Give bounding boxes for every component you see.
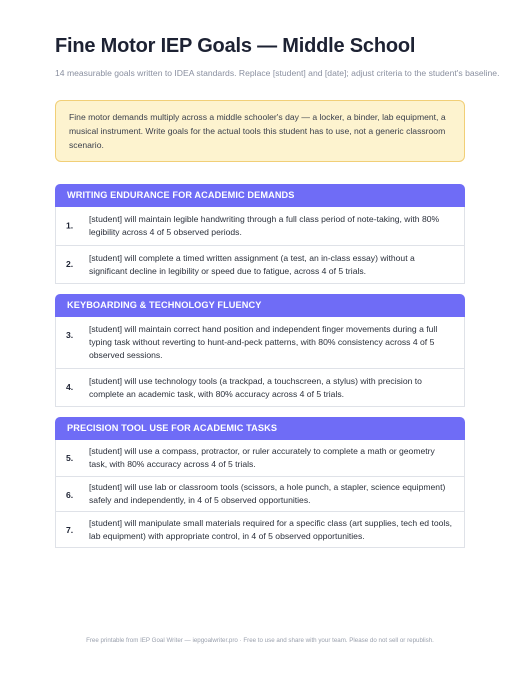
goal-item	[55, 477, 465, 512]
goal-item	[55, 440, 465, 477]
page-footer: Free printable from IEP Goal Writer — iepgoalwriter.pro · Free to use and share with your team. Please do not sell or republish.	[86, 637, 434, 644]
goal-number: 5.	[66, 453, 74, 463]
section-writing-endurance	[55, 184, 465, 284]
goal-number: 3.	[66, 330, 74, 340]
goal-number: 7.	[66, 525, 74, 535]
goal-item	[55, 207, 465, 246]
goal-item	[55, 512, 465, 548]
section-heading: KEYBOARDING & TECHNOLOGY FLUENCY	[55, 294, 465, 317]
goal-text: [student] will complete a timed written assignment (a test, an in-class essay) without a significant decline in legibility or speed due to fatigue, across 4 of 5 trials.	[89, 252, 415, 276]
goal-item	[55, 369, 465, 407]
goal-text: [student] will maintain legible handwriting through a full class period of note-taking, with 80% legibility across 4 of 5 observed periods.	[89, 214, 440, 237]
goal-number: 1.	[66, 220, 74, 231]
section-heading: PRECISION TOOL USE FOR ACADEMIC TASKS	[55, 417, 465, 440]
goal-item	[55, 317, 465, 369]
goal-text: [student] will use lab or classroom tools (scissors, a hole punch, a stapler, science equipment) safely and independently, in 4 of 5 observed opportunities.	[89, 482, 446, 505]
section-precision-tools	[55, 417, 465, 548]
goal-number: 6.	[66, 490, 74, 500]
section-keyboarding	[55, 294, 465, 407]
goal-text: [student] will use a compass, protractor, or ruler accurately to complete a math or geometry task, with 80% accuracy across 4 of 5 trials.	[89, 446, 435, 469]
page-subtitle: 14 measurable goals written to IDEA standards. Replace [student] and [date]; adjust criteria to the student's baseline.	[55, 68, 500, 78]
goal-number: 2.	[66, 259, 74, 269]
goal-text: [student] will use technology tools (a trackpad, a touchscreen, a stylus) with precision to complete an academic task, with 80% accuracy across 4 of 5 trials.	[89, 375, 422, 399]
tip-callout: Fine motor demands multiply across a middle schooler's day — a locker, a binder, lab equipment, a musical instrument. Write goals for the actual tools this student has to use, not a generic classroom scenario.	[55, 100, 465, 162]
goal-item	[55, 246, 465, 284]
goal-text: [student] will maintain correct hand position and independent finger movements during a full typing task without reverting to hunt-and-peck patterns, with 80% consistency across 4 of 5 observed sessions.	[89, 324, 438, 360]
section-heading: WRITING ENDURANCE FOR ACADEMIC DEMANDS	[55, 184, 465, 207]
page-title: Fine Motor IEP Goals — Middle School	[55, 35, 416, 57]
goal-text: [student] will manipulate small materials required for a specific class (art supplies, tech ed tools, lab equipment) with appropriate control, in 4 of 5 observed opportunities.	[89, 517, 453, 541]
goal-number: 4.	[66, 382, 74, 392]
